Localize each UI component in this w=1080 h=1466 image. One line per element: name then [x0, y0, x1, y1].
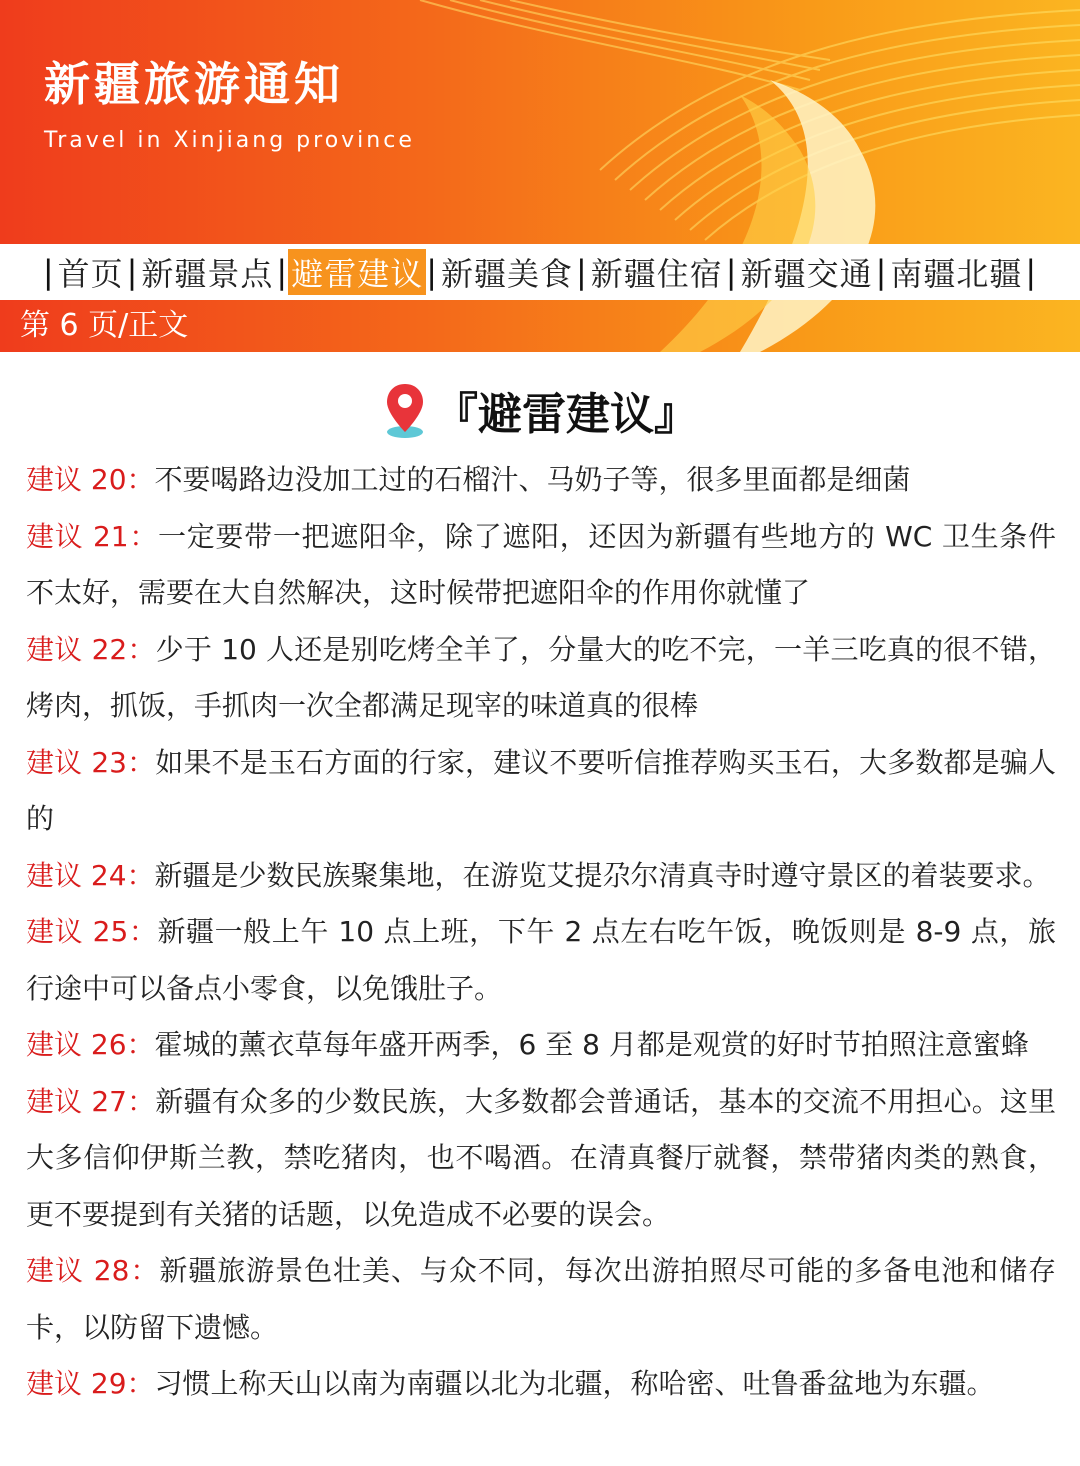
- list-item: [26, 1243, 1056, 1356]
- page-title: 新疆旅游通知: [44, 57, 344, 111]
- tip-text: 少于 10 人还是别吃烤全羊了，分量大的吃不完，一羊三吃真的很不错，烤肉，抓饭，手抓肉一次全都满足现宰的味道真的很棒: [26, 632, 1057, 722]
- nav-item-transport[interactable]: 新疆交通: [740, 255, 873, 293]
- nav-item-tips[interactable]: 避雷建议: [288, 249, 426, 295]
- page-subtitle: Travel in Xinjiang province: [44, 128, 415, 153]
- tip-label: 建议 22：: [26, 632, 156, 666]
- tip-text: 新疆旅游景色壮美、与众不同，每次出游拍照尽可能的多备电池和储存卡，以防留下遗憾。: [26, 1254, 1056, 1344]
- nav-separator: |: [276, 253, 289, 291]
- nav-item-food[interactable]: 新疆美食: [440, 255, 573, 293]
- tip-text: 如果不是玉石方面的行家，建议不要听信推荐购买玉石，大多数都是骗人的: [26, 745, 1056, 835]
- section-heading: [0, 372, 1080, 448]
- tip-label: 建议 23：: [26, 745, 156, 779]
- tip-label: 建议 26：: [26, 1028, 155, 1061]
- tip-label: 建议 29：: [26, 1367, 155, 1400]
- tips-list: [26, 452, 1056, 1413]
- tip-text: 新疆一般上午 10 点上班，下午 2 点左右吃午饭，晚饭则是 8-9 点，旅行途中可以备点小零食，以免饿肚子。: [26, 915, 1056, 1005]
- nav-separator: |: [126, 253, 139, 291]
- nav-item-regions[interactable]: 南疆北疆: [890, 255, 1023, 293]
- nav-item-home[interactable]: 首页: [57, 255, 124, 293]
- list-item: [26, 1074, 1056, 1244]
- tip-label: 建议 20：: [26, 463, 155, 496]
- section-title: 『避雷建议』: [434, 389, 698, 440]
- nav-separator: |: [725, 253, 738, 291]
- tip-label: 建议 28：: [26, 1254, 160, 1287]
- tip-label: 建议 27：: [26, 1084, 156, 1118]
- tip-label: 建议 25：: [26, 915, 158, 948]
- nav-separator: |: [576, 253, 588, 291]
- tip-text: 新疆有众多的少数民族，大多数都会普通话，基本的交流不用担心。这里大多信仰伊斯兰教，禁吃猪肉，也不喝酒。在清真餐厅就餐，禁带猪肉类的熟食，更不要提到有关猪的话题，以免造成不必要的误会。: [26, 1084, 1056, 1231]
- tip-text: 不要喝路边没加工过的石榴汁、马奶子等，很多里面都是细菌: [154, 463, 911, 496]
- nav-separator: |: [875, 253, 888, 291]
- tip-label: 建议 21：: [26, 519, 159, 553]
- list-item: [26, 509, 1056, 622]
- nav-item-attractions[interactable]: 新疆景点: [141, 255, 274, 293]
- list-item: [26, 622, 1056, 735]
- nav-separator: |: [426, 253, 438, 291]
- list-item: [26, 1356, 1056, 1413]
- tip-text: 习惯上称天山以南为南疆以北为北疆，称哈密、吐鲁番盆地为东疆。: [154, 1367, 995, 1400]
- tip-text: 霍城的薰衣草每年盛开两季，6 至 8 月都是观赏的好时节拍照注意蜜蜂: [154, 1028, 1029, 1061]
- list-item: [26, 848, 1056, 905]
- nav-separator: |: [42, 253, 55, 291]
- location-pin-icon: [382, 380, 428, 440]
- list-item: [26, 904, 1056, 1017]
- tip-label: 建议 24：: [26, 858, 155, 892]
- nav-item-lodging[interactable]: 新疆住宿: [590, 255, 723, 293]
- nav-separator: |: [1025, 253, 1038, 291]
- breadcrumb: 第 6 页/正文: [20, 308, 189, 343]
- tip-text: 一定要带一把遮阳伞，除了遮阳，还因为新疆有些地方的 WC 卫生条件不太好，需要在大自然解决，这时候带把遮阳伞的作用你就懂了: [26, 519, 1057, 609]
- nav-bar: [0, 244, 1080, 300]
- list-item: [26, 1017, 1056, 1074]
- list-item: [26, 735, 1056, 848]
- list-item: [26, 452, 1056, 509]
- tip-text: 新疆是少数民族聚集地，在游览艾提尕尔清真寺时遵守景区的着装要求。: [154, 858, 1051, 892]
